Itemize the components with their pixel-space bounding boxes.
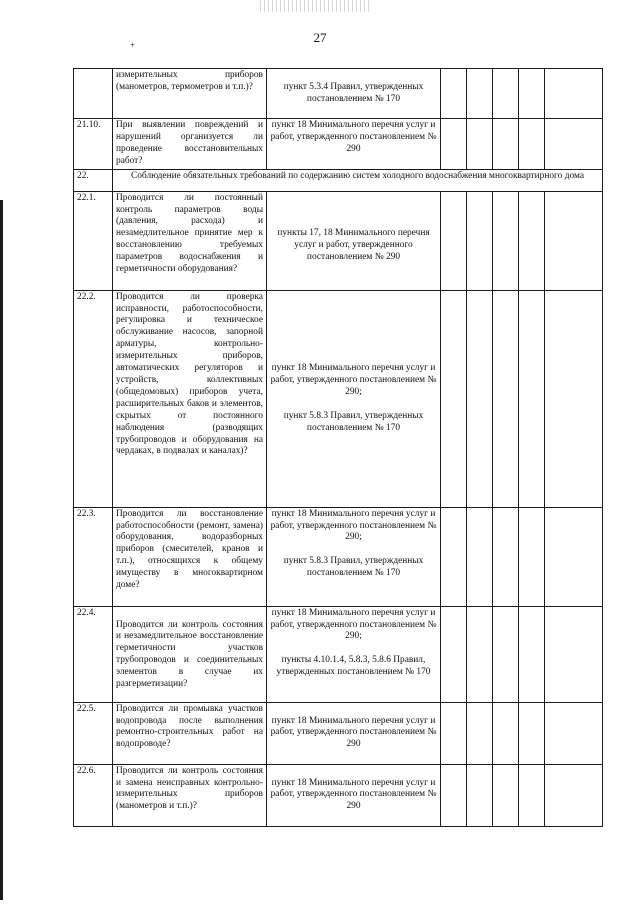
section-row bbox=[74, 169, 603, 191]
answer-cell bbox=[493, 606, 519, 702]
question-cell: измерительных приборов (манометров, термометров и т.п.)? bbox=[113, 69, 267, 119]
reference-cell: пункт 18 Минимального перечня услуг и работ, утвержденного постановлением № 290 bbox=[267, 702, 441, 764]
table-row bbox=[74, 606, 603, 702]
margin-mark: + bbox=[130, 40, 136, 50]
answer-cell bbox=[467, 191, 493, 290]
answer-cell bbox=[467, 702, 493, 764]
question-cell: Проводится ли проверка исправности, работоспособности, регулировка и техническое обслуживание насосов, запорной арматуры, контрольно-измерительных приборов, автоматических регуляторов и устройств, коллективных (общедомовых) приборов учета, расширительных баков и элементов, скрытых от постоянного наблюдения (разводящих трубопроводов и оборудования на чердаках, в подвалах и каналах)? bbox=[113, 290, 267, 507]
answer-cell bbox=[493, 119, 519, 170]
note-cell bbox=[545, 119, 603, 170]
note-cell bbox=[545, 702, 603, 764]
note-cell bbox=[545, 191, 603, 290]
row-number: 22.1. bbox=[74, 191, 113, 290]
note-cell bbox=[545, 606, 603, 702]
answer-cell bbox=[493, 702, 519, 764]
answer-cell bbox=[467, 606, 493, 702]
answer-cell bbox=[441, 764, 467, 826]
note-cell bbox=[545, 290, 603, 507]
answer-cell bbox=[441, 191, 467, 290]
answer-cell bbox=[467, 290, 493, 507]
answer-cell bbox=[519, 606, 545, 702]
question-cell: Проводится ли контроль состояния и замена неисправных контрольно-измерительных приборов (манометров и т.п.)? bbox=[113, 764, 267, 826]
answer-cell bbox=[493, 191, 519, 290]
row-number: 21.10. bbox=[74, 119, 113, 170]
answer-cell bbox=[467, 119, 493, 170]
section-title: Соблюдение обязательных требований по содержанию систем холодного водоснабжения многоквартирного дома bbox=[113, 169, 603, 191]
answer-cell bbox=[441, 702, 467, 764]
answer-cell bbox=[493, 290, 519, 507]
row-number: 22.5. bbox=[74, 702, 113, 764]
table-row bbox=[74, 191, 603, 290]
row-number: 22.3. bbox=[74, 507, 113, 606]
reference-cell: пункт 18 Минимального перечня услуг и работ, утвержденного постановлением № 290; пункт 5.8.3 Правил, утвержденных постановлением № 170 bbox=[267, 290, 441, 507]
row-number: 22.2. bbox=[74, 290, 113, 507]
row-number: 22. bbox=[74, 169, 113, 191]
row-number: 22.4. bbox=[74, 606, 113, 702]
row-number bbox=[74, 69, 113, 119]
answer-cell bbox=[441, 119, 467, 170]
note-cell bbox=[545, 507, 603, 606]
reference-cell: пункт 18 Минимального перечня услуг и работ, утвержденного постановлением № 290 bbox=[267, 764, 441, 826]
answer-cell bbox=[519, 290, 545, 507]
answer-cell bbox=[519, 764, 545, 826]
answer-cell bbox=[441, 69, 467, 119]
row-number: 22.6. bbox=[74, 764, 113, 826]
answer-cell bbox=[467, 69, 493, 119]
answer-cell bbox=[467, 507, 493, 606]
question-cell: Проводится ли промывка участков водопровода после выполнения ремонтно-строительных работ на водопроводе? bbox=[113, 702, 267, 764]
answer-cell bbox=[493, 764, 519, 826]
note-cell bbox=[545, 69, 603, 119]
answer-cell bbox=[441, 507, 467, 606]
answer-cell bbox=[519, 119, 545, 170]
question-cell: Проводится ли восстановление работоспособности (ремонт, замена) оборудования, водоразборных приборов (смесителей, кранов и т.п.), относящихся к общему имуществу в многоквартирном доме? bbox=[113, 507, 267, 606]
table-row bbox=[74, 69, 603, 119]
answer-cell bbox=[493, 507, 519, 606]
reference-cell: пункты 17, 18 Минимального перечня услуг и работ, утвержденного постановлением № 290 bbox=[267, 191, 441, 290]
question-cell: Проводится ли постоянный контроль параметров воды (давления, расхода) и незамедлительное принятие мер к восстановлению требуемых параметров водоснабжения и герметичности оборудования? bbox=[113, 191, 267, 290]
reference-cell: пункт 18 Минимального перечня услуг и работ, утвержденного постановлением № 290; пункт 5.8.3 Правил, утвержденных постановлением № 170 bbox=[267, 507, 441, 606]
note-cell bbox=[545, 764, 603, 826]
answer-cell bbox=[493, 69, 519, 119]
page-number: 27 bbox=[313, 30, 327, 45]
answer-cell bbox=[519, 702, 545, 764]
table-row bbox=[74, 290, 603, 507]
table-row bbox=[74, 507, 603, 606]
table-row bbox=[74, 119, 603, 170]
reference-cell: пункт 5.3.4 Правил, утвержденных постановлением № 170 bbox=[267, 69, 441, 119]
answer-cell bbox=[467, 764, 493, 826]
reference-cell: пункт 18 Минимального перечня услуг и работ, утвержденного постановлением № 290; пункты 4.10.1.4, 5.8.3, 5.8.6 Правил, утвержденных постановлением № 170 bbox=[267, 606, 441, 702]
answer-cell bbox=[519, 191, 545, 290]
answer-cell bbox=[441, 606, 467, 702]
checklist-table bbox=[73, 68, 603, 827]
scan-edge-bar bbox=[0, 200, 3, 900]
table-row bbox=[74, 702, 603, 764]
answer-cell bbox=[519, 69, 545, 119]
answer-cell bbox=[519, 507, 545, 606]
answer-cell bbox=[441, 290, 467, 507]
table-row bbox=[74, 764, 603, 826]
reference-cell: пункт 18 Минимального перечня услуг и работ, утвержденного постановлением № 290 bbox=[267, 119, 441, 170]
question-cell: Проводится ли контроль состояния и незамедлительное восстановление герметичности участков трубопроводов и соединительных элементов в случае их разгерметизации? bbox=[113, 606, 267, 702]
question-cell: При выявлении повреждений и нарушений организуется ли проведение восстановительных работ? bbox=[113, 119, 267, 170]
scan-artifact bbox=[260, 0, 370, 12]
